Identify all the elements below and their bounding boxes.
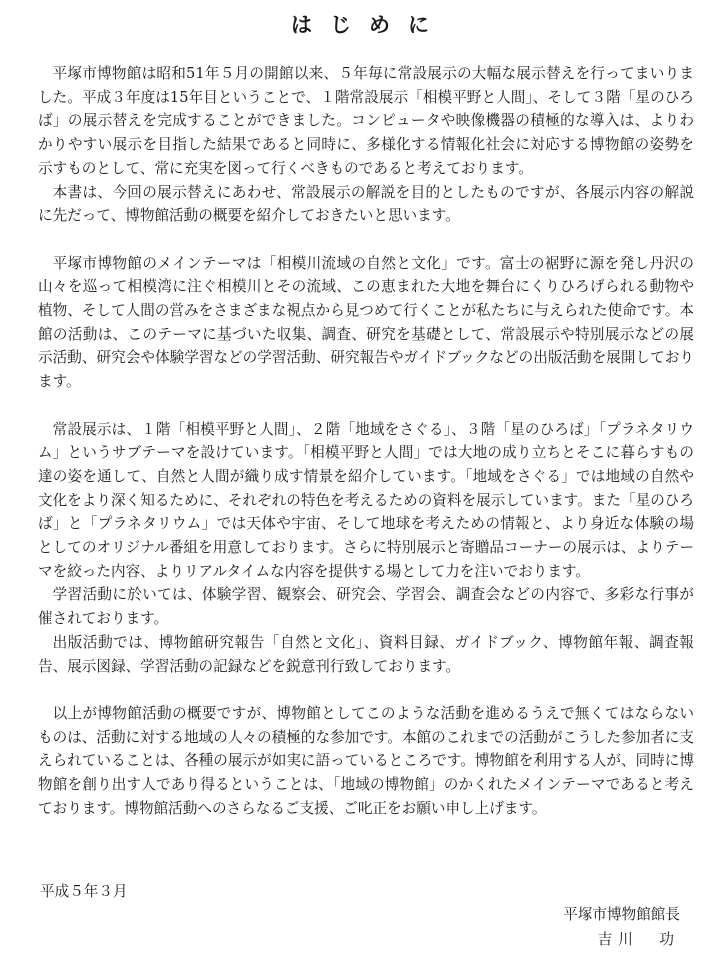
page-title: はじめに xyxy=(291,12,447,37)
paragraph-gap xyxy=(38,228,694,252)
paragraph-6: 出版活動では、博物館研究報告「自然と文化」、資料目録、ガイドブック、博物館年報、調査報告、展示図録、学習活動の記録などを鋭意刊行致しております。 xyxy=(38,633,694,675)
signature-name: 吉川 功 xyxy=(597,931,680,948)
paragraph-3: 平塚市博物館のメインテーマは「相模川流域の自然と文化」です。富士の裾野に源を発し丹沢の山々を巡って相模湾に注ぐ相模川とその流域、この恵まれた大地を舞台にくりひろげられる動物や植物、そして人間の営みをさまざまな視点から見つめて行くことが私たちに与えられた使命です。本館の活動は、このテーマに基づいた収集、調査、研究を基礎として、常設展示や特別展示などの展示活動、研究会や体験学習などの学習活動、研究報告やガイドブックなどの出版活動を展開しております。 xyxy=(38,254,694,391)
paragraph-2: 本書は、今回の展示替えにあわせ、常設展示の解説を目的としたものですが、各展示内容の解説に先だって、博物館活動の概要を紹介しておきたいと思います。 xyxy=(38,183,694,225)
document-date: 平成５年３月 xyxy=(40,883,128,900)
paragraph-1: 平塚市博物館は昭和51年５月の開館以来、５年毎に常設展示の大幅な展示替えを行ってまいりました。平成３年度は15年目ということで、１階常設展示「相模平野と人間」、そして３階「星のひろば」の展示替えを完成することができました。コンピュータや映像機器の積極的な導入は、よりわかりやすい展示を目指した結果であると同時に、多様化する情報化社会に対応する博物館の姿勢を示すものとして、常に充実を図って行くべきものであると考えております。 xyxy=(38,65,694,177)
paragraph-4: 常設展示は、１階「相模平野と人間」、２階「地域をさぐる」、３階「星のひろば」「プラネタリウム」というサブテーマを設けています。「相模平野と人間」では大地の成り立ちとそこに暮らすもの達の姿を通して、自然と人間が織り成す情景を紹介しています。「地域をさぐる」では地域の自然や文化をより深く知るために、それぞれの特色を考えるための資料を展示しています。また「星のひろば」と「プラネタリウム」では天体や宇宙、そして地球を考えための情報と、より身近な体験の場としてのオリジナル番組を用意しております。さらに特別展示と寄贈品コーナーの展示は、よりテーマを絞った内容、よりリアルタイムな内容を提供する場として力を注いでおります。 xyxy=(38,420,694,580)
paragraph-gap xyxy=(38,678,694,702)
signature-title: 平塚市博物館館長 xyxy=(563,906,680,923)
paragraph-gap xyxy=(38,394,694,418)
document-body xyxy=(38,62,694,820)
paragraph-7: 以上が博物館活動の概要ですが、博物館としてこのような活動を進めるうえで無くてはならないものは、活動に対する地域の人々の積極的な参加です。本館のこれまでの活動がこうした参加者に支えられていることは、各種の展示が如実に語っているところです。博物館を利用する人が、同時に博物館を創り出す人であり得るということは、「地域の博物館」のかくれたメインテーマであると考えております。博物館活動へのさらなるご支援、ご叱正をお願い申し上げます。 xyxy=(38,704,694,817)
paragraph-5: 学習活動に於いては、体験学習、観察会、研究会、学習会、調査会などの内容で、多彩な行事が催されております。 xyxy=(38,586,694,628)
